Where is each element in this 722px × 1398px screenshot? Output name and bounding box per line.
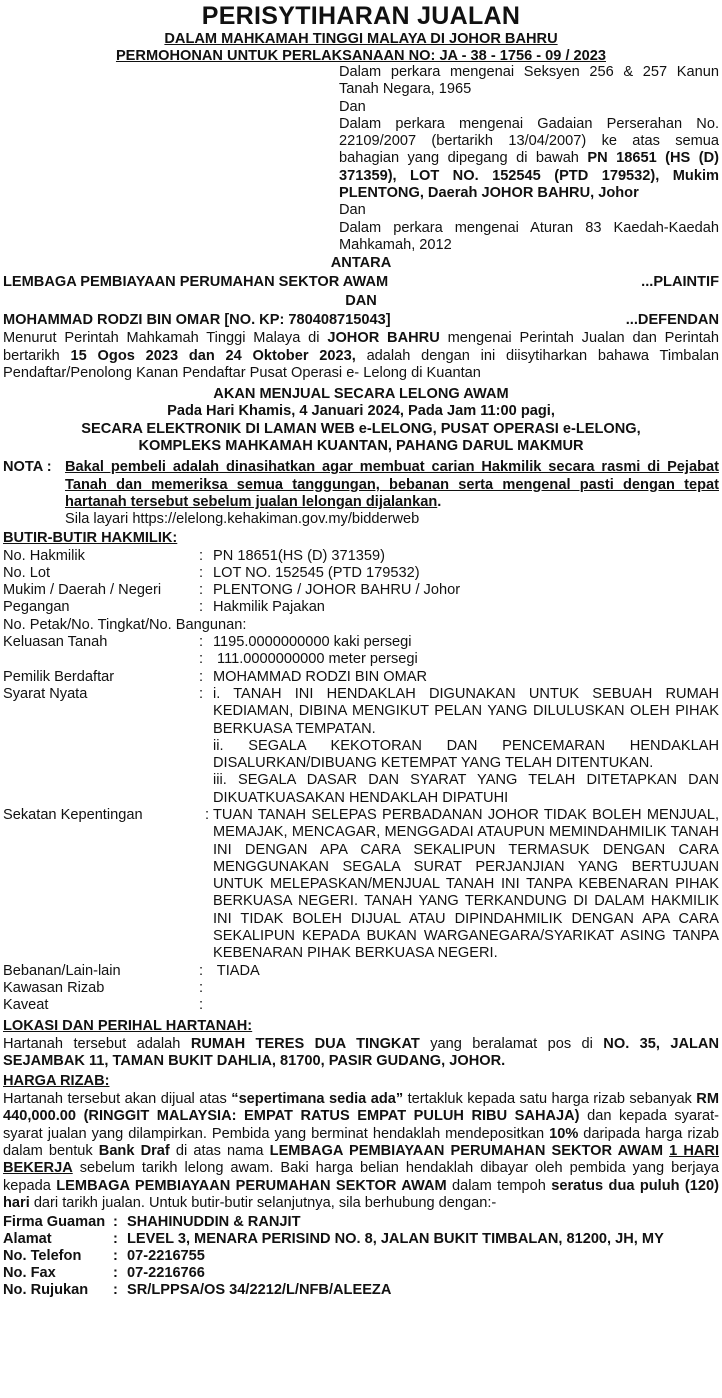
defendant-role: ...DEFENDAN: [625, 312, 719, 329]
auction-line-1: AKAN MENJUAL SECARA LELONG AWAM: [213, 386, 509, 403]
row-keluasan: Keluasan Tanah : 1195.0000000000 kaki persegi: [3, 634, 412, 651]
matter-land-code: Dalam perkara mengenai Seksyen 256 & 257 Kanun Tanah Negara, 1965: [339, 64, 719, 98]
application-number: PERMOHONAN UNTUK PERLAKSANAAN NO: JA - 38 - 1756 - 09 / 2023: [115, 47, 607, 64]
rujukan-row: No. Rujukan : SR/LPPSA/OS 34/2212/L/NFB/ALEEZA: [3, 1282, 392, 1299]
plaintiff-name: LEMBAGA PEMBIAYAAN PERUMAHAN SEKTOR AWAM: [3, 274, 389, 291]
lokasi-paragraph: Hartanah tersebut adalah RUMAH TERES DUA TINGKAT yang beralamat pos di NO. 35, JALAN SEJAMBAK 11, TAMAN BUKIT DAHLIA, 81700, PASIR GUDANG, JOHOR.: [3, 1035, 719, 1069]
row-no-lot: No. Lot : LOT NO. 152545 (PTD 179532): [3, 564, 420, 581]
matter-conjunction: Dan: [339, 98, 366, 115]
row-pegangan: Pegangan : Hakmilik Pajakan: [3, 599, 325, 616]
order-paragraph: Menurut Perintah Mahkamah Tinggi Malaya di JOHOR BAHRU mengenai Perintah Jualan dan Perintah bertarikh 15 Ogos 2023 dan 24 Oktober 2023, adalah dengan ini diisytiharkan bahawa Timbalan Pendaftar/Penolong Kanan Pendaftar Pusat Operasi e- Lelong di Kuantan: [3, 330, 720, 381]
row-bebanan: Bebanan/Lain-lain : TIADA: [3, 962, 260, 979]
nota-block: [3, 459, 719, 528]
syarat-item-3: iii. SEGALA DASAR DAN SYARAT YANG TELAH DITETAPKAN DAN DIKUATKUASAKAN HENDAKLAH DIPATUHI: [213, 772, 719, 806]
firma-row: Firma Guaman : SHAHINUDDIN & RANJIT: [3, 1214, 301, 1231]
butir-heading: BUTIR-BUTIR HAKMILIK:: [3, 529, 178, 546]
harga-heading: HARGA RIZAB:: [3, 1073, 110, 1090]
title-details: PN 18651 (HS (D) 371359), LOT NO. 152545 (PTD 179532), Mukim PLENTONG, Daerah JOHOR BAHRU, Johor: [339, 150, 719, 202]
auction-line-3: SECARA ELEKTRONIK DI LAMAN WEB e-LELONG, PUSAT OPERASI e-LELONG,: [81, 420, 641, 437]
row-sekatan: Sekatan Kepentingan : TUAN TANAH SELEPAS PERBADANAN JOHOR TIDAK BOLEH MENJUAL, MEMAJAK, MENCAGAR, MENGGADAI ATAUPUN MEMINDAHMILIK TANAH INI DENGAN APA CARA SEKALIPUN TERMASUK DENGAN CARA MENGGUNAKAN SEGALA SURAT PERJANJIAN YANG BERTUJUAN UNTUK MELEPASKAN/MENJUAL TANAH INI TANPA KEBENARAN PIHAK BERKUASA NEGERI. TANAH YANG TERKANDUNG DI DALAM HAKMILIK INI TIDAK BOLEH DIJUAL ATAU DIPINDAHMILIK DENGAN APA CARA SEKALIPUN KEPADA BUKAN WARGANEGARA/SYARIKAT ASING TANPA KEBENARAN PIHAK BERKUASA NEGERI.: [3, 806, 719, 962]
syarat-item-2: ii. SEGALA KEKOTORAN DAN PENCEMARAN HENDAKLAH DISALURKAN/DIBUANG KETEMPAT YANG TELAH DITENTUKAN.: [213, 737, 719, 772]
row-petak: No. Petak/No. Tingkat/No. Bangunan:: [3, 616, 247, 633]
row-syarat-nyata: Syarat Nyata : i. TANAH INI HENDAKLAH DIGUNAKAN UNTUK SEBUAH RUMAH KEDIAMAN, DIBINA MENGIKUT PELAN YANG DILULUSKAN OLEH PIHAK BERKUASA TEMPATAN. ii. SEGALA KEKOTORAN DAN PENCEMARAN HENDAKLAH DISALURKAN/DIBUANG KETEMPAT YANG TELAH DITENTUKAN. iii. SEGALA DASAR DAN SYARAT YANG TELAH DITETAPKAN DAN DIKUATKUASAKAN HENDAKLAH DIPATUHI: [3, 685, 719, 806]
nota-text: Bakal pembeli adalah dinasihatkan agar membuat carian Hakmilik secara rasmi di Pejabat Tanah dan memeriksa semua tanggungan, bebanan serta mengenal pasti dengan tepat hartanah tersebut sebelum jualan lelongan dijalankan.: [65, 459, 719, 510]
defendant-name: MOHAMMAD RODZI BIN OMAR [NO. KP: 780408715043]: [3, 312, 391, 329]
row-kaveat: Kaveat :: [3, 997, 204, 1014]
antara-label: ANTARA: [330, 255, 392, 272]
matter-rules: Dalam perkara mengenai Aturan 83 Kaedah-Kaedah Mahkamah, 2012: [339, 219, 719, 253]
lokasi-heading: LOKASI DAN PERIHAL HARTANAH:: [3, 1017, 253, 1034]
row-pemilik: Pemilik Berdaftar : MOHAMMAD RODZI BIN OMAR: [3, 668, 428, 685]
row-no-hakmilik: No. Hakmilik : PN 18651(HS (D) 371359): [3, 547, 385, 564]
document-title: PERISYTIHARAN JUALAN: [201, 2, 521, 30]
auction-block: [3, 386, 719, 455]
plaintiff-role: ...PLAINTIF: [641, 274, 719, 291]
nota-label: NOTA :: [3, 459, 52, 476]
row-keluasan-meter: : 111.0000000000 meter persegi: [199, 651, 418, 668]
dan-label: DAN: [345, 293, 377, 310]
matter-conjunction: Dan: [339, 202, 366, 219]
row-kawasan-rizab: Kawasan Rizab :: [3, 979, 204, 996]
defendant-row: [3, 311, 719, 330]
plaintiff-row: [3, 273, 719, 292]
harga-paragraph: Hartanah tersebut akan dijual atas “sepertimana sedia ada” tertakluk kepada satu harga rizab sebanyak RM 440,000.00 (RINGGIT MALAYSIA: EMPAT RATUS EMPAT PULUH RIBU SAHAJA) dan kepada syarat-syarat jualan yang dilampirkan. Pembida yang berminat hendaklah mendepositkan 10% daripada harga rizab dalam bentuk Bank Draf di atas nama LEMBAGA PEMBIAYAAN PERUMAHAN SEKTOR AWAM 1 HARI BEKERJA sebelum tarikh lelong awam. Baki harga belian hendaklah dibayar oleh pembida yang berjaya kepada LEMBAGA PEMBIAYAAN PERUMAHAN SEKTOR AWAM dalam tempoh seratus dua puluh (120) hari dari tarikh jualan. Untuk butir-butir selanjutnya, sila berhubung dengan:-: [3, 1091, 720, 1211]
alamat-row: Alamat : LEVEL 3, MENARA PERISIND NO. 8, JALAN BUKIT TIMBALAN, 81200, JH, MY: [3, 1231, 664, 1248]
row-mukim: Mukim / Daerah / Negeri : PLENTONG / JOHOR BAHRU / Johor: [3, 582, 461, 599]
auction-line-2: Pada Hari Khamis, 4 Januari 2024, Pada Jam 11:00 pagi,: [167, 403, 555, 420]
court-name: DALAM MAHKAMAH TINGGI MALAYA DI JOHOR BAHRU: [164, 31, 558, 47]
matters-block: [339, 64, 719, 254]
telefon-row: No. Telefon : 07-2216755: [3, 1248, 205, 1265]
fax-row: No. Fax : 07-2216766: [3, 1265, 205, 1282]
matter-charge: Dalam perkara mengenai Gadaian Perserahan No. 22109/2007 (bertarikh 13/04/2007) ke atas semua bahagian yang dipegang di bawah PN 18651 (HS (D) 371359), LOT NO. 152545 (PTD 179532), Mukim PLENTONG, Daerah JOHOR BAHRU, Johor: [339, 115, 719, 202]
auction-line-4: KOMPLEKS MAHKAMAH KUANTAN, PAHANG DARUL MAKMUR: [138, 438, 584, 455]
nota-link[interactable]: Sila layari https://elelong.kehakiman.gov.my/bidderweb: [65, 511, 420, 528]
syarat-item-1: i. TANAH INI HENDAKLAH DIGUNAKAN UNTUK SEBUAH RUMAH KEDIAMAN, DIBINA MENGIKUT PELAN YANG DILULUSKAN OLEH PIHAK BERKUASA TEMPATAN.: [213, 685, 719, 737]
